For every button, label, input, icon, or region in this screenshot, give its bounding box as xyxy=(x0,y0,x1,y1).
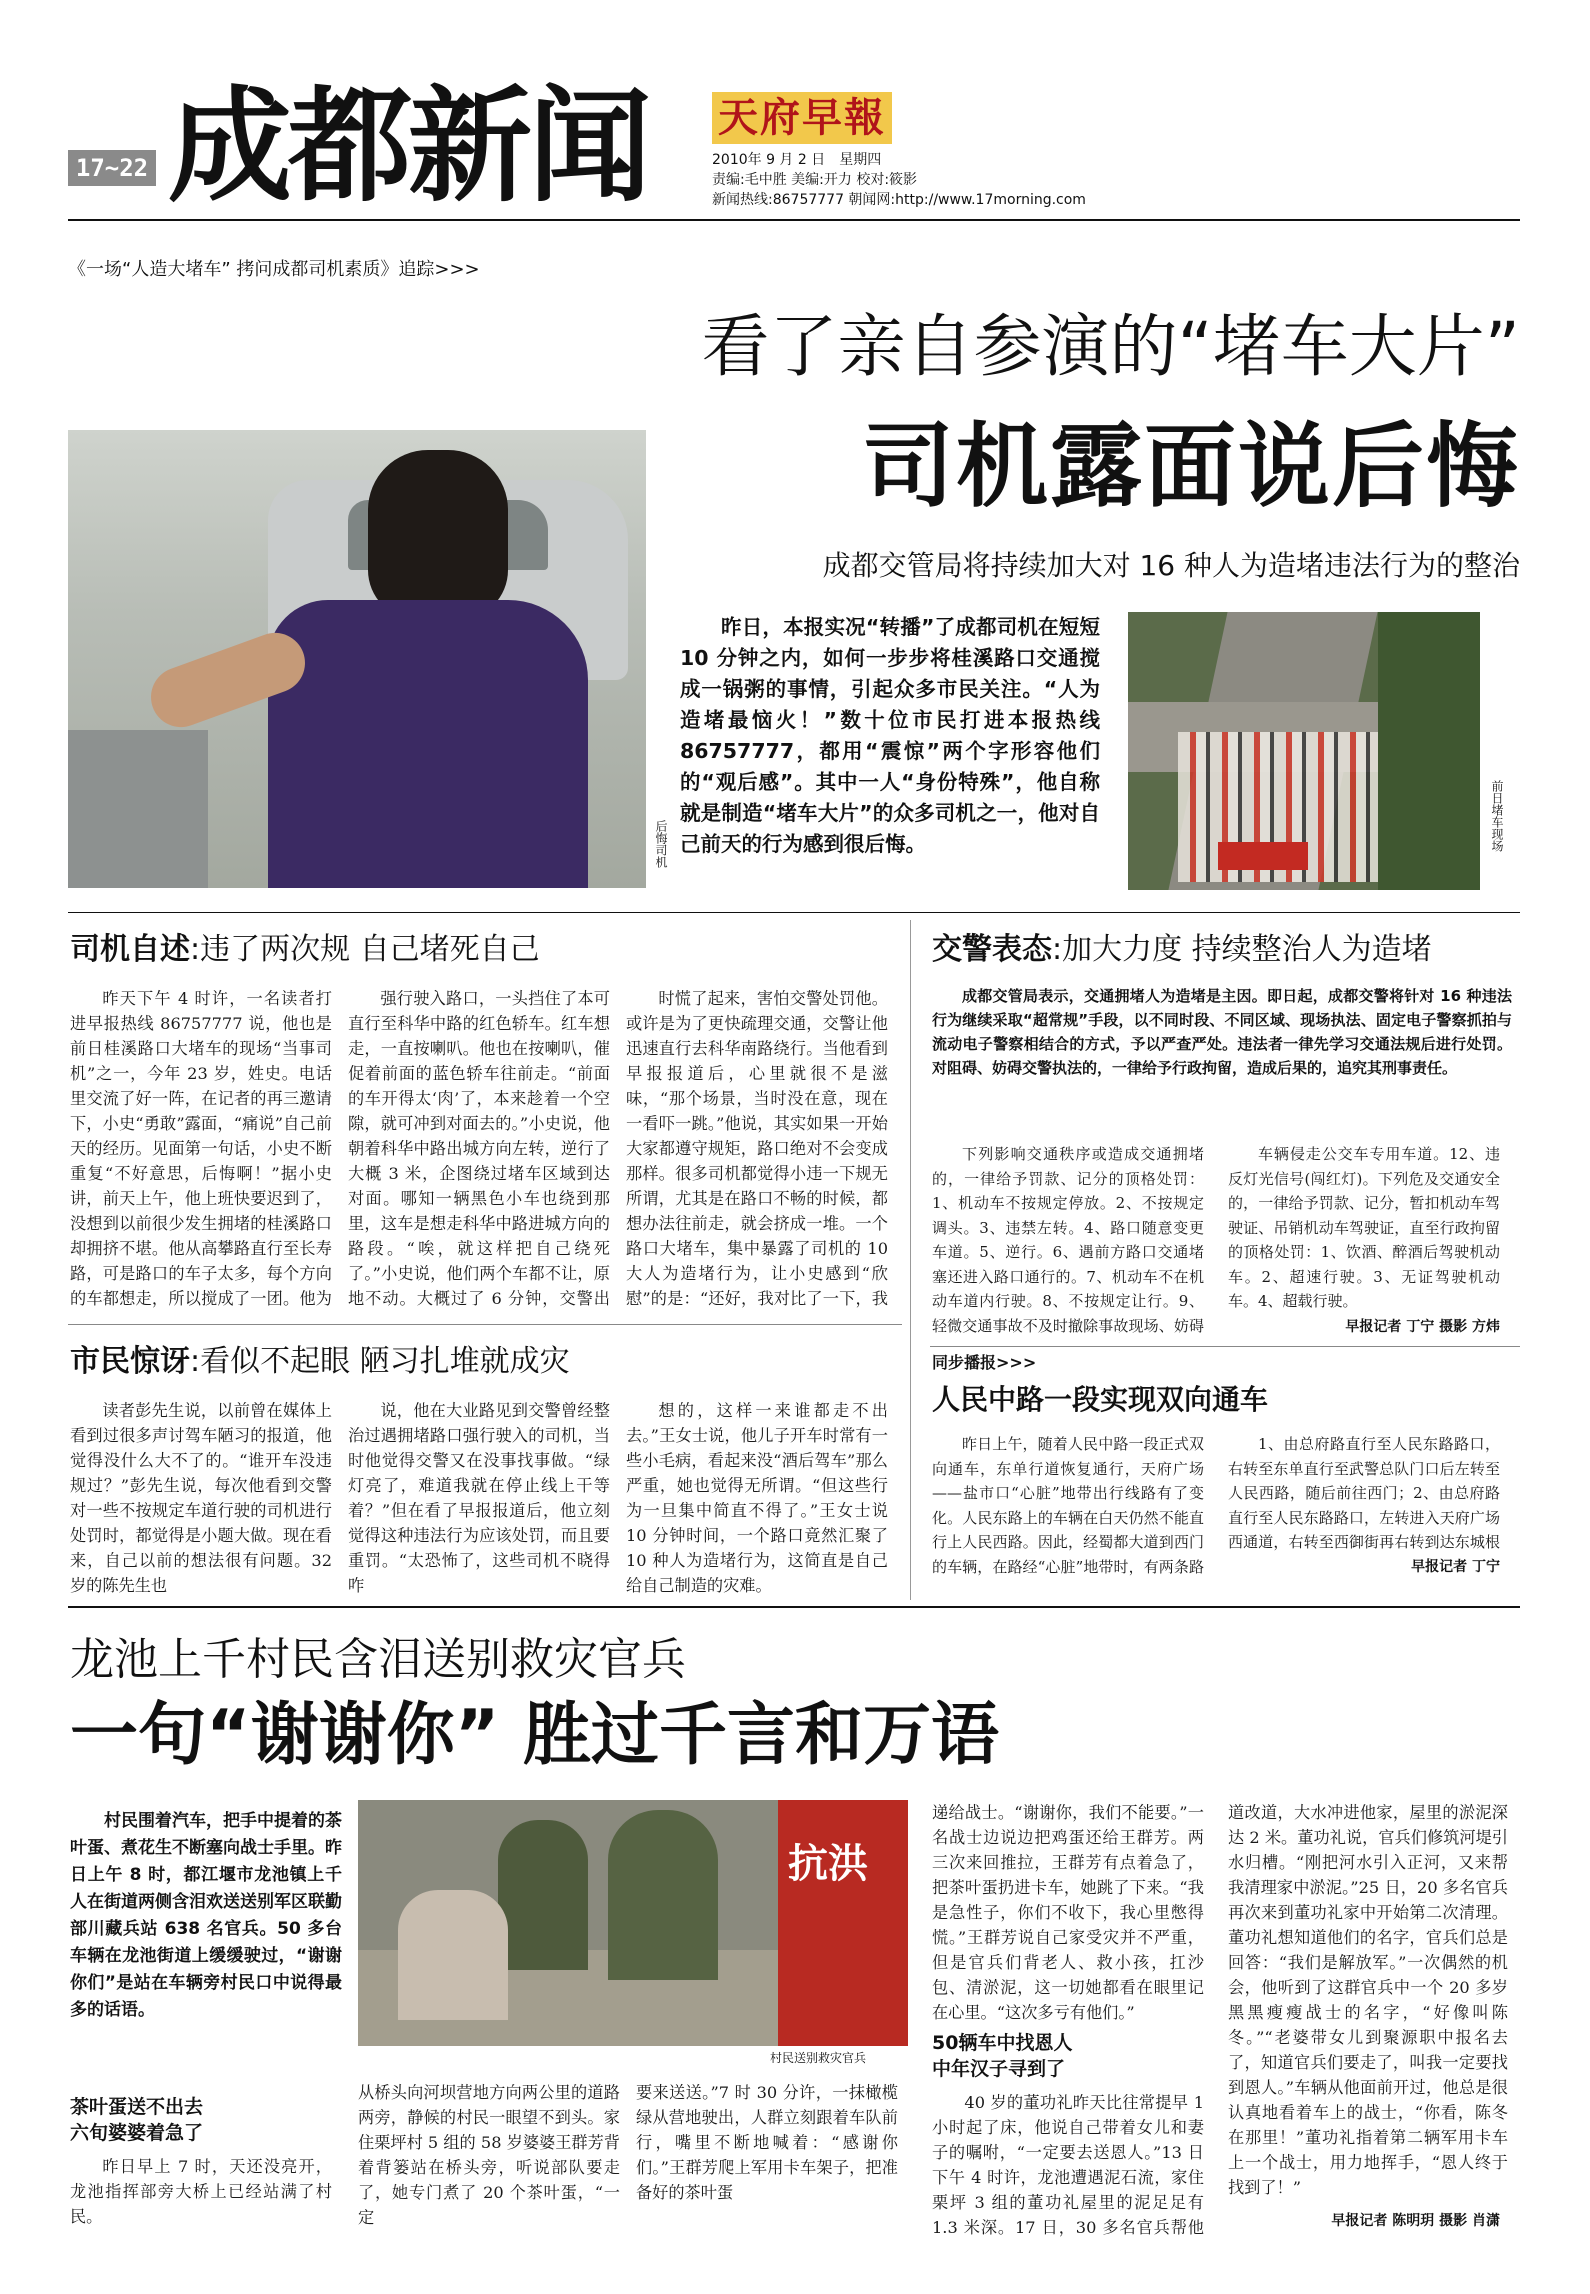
story2-headline-main: 一句“谢谢你” 胜过千言和万语 xyxy=(70,1696,1000,1775)
sync-byline: 早报记者 丁宁 xyxy=(1411,1559,1500,1575)
kicker: 《一场“人造大堵车” 拷问成都司机素质》追踪>>> xyxy=(68,259,480,280)
photo-car-door xyxy=(68,730,208,888)
story2-col-c1: 递给战士。“谢谢你，我们不能要。”一名战士边说边把鸡蛋还给王群芳。两三次来回推拉，王群芳有点着急了，把茶叶蛋扔进卡车，她跳了下来。“我是急性子，你们不收下，我心里憋得慌。”王群芳说自己家受灾并不严重，但是官兵们背老人、救小孩，扛沙包、清淤泥，这一切她都看在眼里记在心里。“这次多亏有他们。” xyxy=(932,1803,1204,2022)
lead-bottom-rule xyxy=(68,912,1520,913)
driver-col-2: 强行驶入路口，一头挡住了本可直行至科华中路的红色轿车。红车想走，一直按喇叭。他也在按喇叭，催促着前面的蓝色轿车往前走。“前面的车开得太‘肉’了，本来趁着一个空隙，就可冲到对面去的。”小史说，他朝着科华中路出城方向左转，逆行了大概 3 米，企图绕过堵车区域到达对面。哪知一辆黑色小车也绕到那里，这车是想走科华中路进城方向的路段。“唉，就这样把自己绕死了。”小史说，他们两个车都不让，原地不动。大概过了 6 分钟，交警出 xyxy=(348,989,610,1308)
story2-byline: 早报记者 陈明玥 摄影 肖潇 xyxy=(1331,2213,1500,2229)
driver-section-heading xyxy=(70,932,540,968)
police-col-1: 下列影响交通秩序或造成交通拥堵的，一律给予罚款、记分的顶格处罚：1、机动车不按规定停放。2、不按规定调头。3、违禁左转。4、路口随意变更车道。5、逆行。6、遇前方路口交通堵塞还进入路口通行的。7、机动车不在机动车道内行驶。8、不按规定让行。9、轻微交通事故不及时撤除事故现场、妨碍 xyxy=(932,1145,1204,1335)
photo-trees xyxy=(1378,612,1480,890)
photo-farewell xyxy=(358,1800,908,2046)
hotline-line: 新闻热线:86757777 朝闻网:http://www.17morning.com xyxy=(712,192,1086,208)
photo-person-head xyxy=(368,450,508,620)
lead-headline-top: 看了亲自参演的“堵车大片” xyxy=(701,308,1520,387)
lead-intro: 昨日，本报实况“转播”了成都司机在短短 10 分钟之内，如何一步步将桂溪路口交通搅成一锅粥的事情，引起众多市民关注。“人为造堵最恼火！”数十位市民打进本报热线 86757777，都用“震惊”两个字形容他们的“观后感”。其中一人“身份特殊”，他自称就是制造“堵车大片”的众多司机之一，他对自己前天的行为感到很后悔。 xyxy=(680,615,1100,856)
driver-heading-bold: 司机自述 xyxy=(70,932,190,967)
story2-col-a: 从桥头向河坝营地方向两公里的道路两旁，静候的村民一眼望不到头。家住栗坪村 5 组的 58 岁婆婆王群芳背着背篓站在桥头旁，听说部队要走了，她专门煮了 20 个茶叶蛋，“一定 xyxy=(358,2083,620,2227)
section-title: 成都新闻 xyxy=(168,74,649,219)
story2-col-c2: 40 岁的董功礼昨天比往常提早 1 小时起了床，他说自己带着女儿和妻子的嘱咐，“一定要去送恩人。”13 日下午 4 时许，龙池遭遇泥石流，家住栗坪 3 组的董功礼屋里的泥足足有 1.3 米深。17 日，30 多名官兵帮他 xyxy=(932,2093,1204,2237)
photo-person-body xyxy=(268,600,588,888)
sync-headline: 人民中路一段实现双向通车 xyxy=(932,1383,1269,1416)
police-section-heading xyxy=(932,932,1432,968)
police-intro: 成都交管局表示，交通拥堵人为造堵是主因。即日起，成都交警将针对 16 种违法行为继续采取“超常规”手段，以不同时段、不同区域、现场执法、固定电子警察抓拍与流动电子警察相结合的方式，予以严查严处。违法者一律先学习交通法规后进行处罚。对阻碍、妨碍交警执法的，一律给予行政拘留，造成后果的，追究其刑事责任。 xyxy=(932,987,1512,1077)
photo-banner-text: 抗洪 xyxy=(788,1841,868,1887)
photo-banner xyxy=(778,1800,908,2046)
driver-col-3: 时慌了起来，害怕交警处罚他。或许是为了更快疏理交通，交警让他迅速直行去科华南路绕行。当他看到早报报道后，心里就很不是滋味，“那个场景，当时没在意，现在一看吓一跳。”他说，其实如果一开始大家都遵守规矩，路口绝对不会变成那样。很多司机都觉得小违一下规无所谓，尤其是在路口不畅的时候，都想办法往前走，就会挤成一堆。一个路口大堵车，集中暴露了司机的 10 大人为造堵行为，让小史感到“欣慰”的是：“还好，我对比了一下，我 xyxy=(626,989,888,1308)
police-heading-bold: 交警表态 xyxy=(932,932,1052,967)
citizen-heading-rest: :看似不起眼 陋习扎堆就成灾 xyxy=(190,1344,570,1379)
sub1-text: 昨日早上 7 时，天还没亮开，龙池指挥部旁大桥上已经站满了村民。 xyxy=(70,2157,332,2226)
photo-regretful-driver xyxy=(68,430,646,888)
citizen-col-3: 想的，这样一来谁都走不出去。”王女士说，他儿子开车时常有一些小毛病，看起来没“酒后驾车”那么严重，她也觉得无所谓。“但这些行为一旦集中简直不得了。”王女士说 10 分钟时间，一个路口竟然汇聚了 10 种人为造堵行为，这简直是自己给自己制造的灾难。 xyxy=(626,1401,888,1595)
photo-traffic-jam xyxy=(1128,612,1480,890)
story2-headline-top: 龙池上千村民含泪送别救灾官兵 xyxy=(70,1634,686,1685)
photo-bus xyxy=(1218,842,1308,870)
editors-line: 责编:毛中胜 美编:开力 校对:筱影 xyxy=(712,172,918,188)
story2-intro: 村民围着汽车，把手中提着的茶叶蛋、煮花生不断塞向战士手里。昨日上午 8 时，都江堰市龙池镇上千人在街道两侧含泪欢送送别军区联勤部川藏兵站 638 名官兵。50 多台车辆在龙池街道上缓缓驶过，“谢谢你们”是站在车辆旁村民口中说得最多的话语。 xyxy=(70,1811,342,2020)
lead-headline-main: 司机露面说后悔 xyxy=(861,413,1520,520)
masthead-rule xyxy=(68,219,1520,221)
photo3-caption: 村民送别救灾官兵 xyxy=(770,2051,867,2065)
sub2-title-a: 50辆车中找恩人 xyxy=(932,2032,1073,2054)
police-heading-rest: :加大力度 持续整治人为造堵 xyxy=(1052,932,1432,967)
photo-soldier-1 xyxy=(498,1820,588,1970)
story2-col-b: 要来送送。”7 时 30 分许，一抹橄榄绿从营地驶出，人群立刻跟着车队前行，嘴里不断地喊着：“感谢你们。”王群芳爬上军用卡车架子，把准备好的茶叶蛋 xyxy=(636,2083,898,2202)
citizen-col-2: 说，他在大业路见到交警曾经整治过遇拥堵路口强行驶入的司机，当时他觉得交警又在没事找事做。“绿灯亮了，难道我就在停止线上干等着？”但在看了早报报道后，他立刻觉得这种违法行为应该处罚，而且要重罚。“太恐怖了，这些司机不晓得咋 xyxy=(348,1401,610,1595)
citizen-section-heading xyxy=(70,1344,570,1380)
lead-subheadline: 成都交管局将持续加大对 16 种人为造堵违法行为的整治 xyxy=(822,549,1520,582)
photo-soldier-2 xyxy=(608,1810,718,1980)
page-range-badge: 17~22 xyxy=(68,150,156,186)
sync-col-2: 1、由总府路直行至人民东路路口，右转至东单直行至武警总队门口后左转至人民西路，随后前往西门；2、由总府路直行至人民东路路口，左转进入天府广场西通道，右转至西御街再右转到达东城根 xyxy=(1228,1435,1500,1551)
photo-villager xyxy=(398,1890,508,2020)
sub2-title-b: 中年汉子寻到了 xyxy=(932,2058,1066,2080)
sub1-title-a: 茶叶蛋送不出去 xyxy=(70,2096,204,2118)
photo1-caption: 后悔司机 xyxy=(654,820,668,868)
citizen-top-rule xyxy=(68,1324,902,1325)
photo2-caption: 前日堵车现场 xyxy=(1490,780,1504,852)
driver-col-1: 昨天下午 4 时许，一名读者打进早报热线 86757777 说，他也是前日桂溪路口大堵车的现场“当事司机”之一，今年 23 岁，姓史。电话里交流了好一阵，在记者的再三邀请下，小史“勇敢”露面，“痛说”自己前天的经历。见面第一句话，小史不断重复“不好意思，后悔啊！”据小史讲，前天上午，他上班快要迟到了，没想到以前很少发生拥堵的桂溪路口却拥挤不堪。他从高攀路直行至长寿路，可是路口的车子太多，每个方向的车都想走，所以搅成了一团。他为 xyxy=(70,989,332,1308)
story2-top-rule xyxy=(68,1606,1520,1608)
paper-logo: 天府早報 xyxy=(712,92,892,144)
sub1-title-b: 六旬婆婆着急了 xyxy=(70,2122,204,2144)
sync-label: 同步播报>>> xyxy=(932,1353,1037,1372)
police-byline: 早报记者 丁宁 摄影 方炜 xyxy=(1345,1319,1500,1335)
citizen-heading-bold: 市民惊讶 xyxy=(70,1344,190,1379)
citizen-col-1: 读者彭先生说，以前曾在媒体上看到过很多声讨驾车陋习的报道，他觉得没什么大不了的。“谁开车没违规过？”彭先生说，每次他看到交警对一些不按规定车道行驶的司机进行处罚时，都觉得是小题大做。现在看来，自己以前的想法很有问题。32 岁的陈先生也 xyxy=(70,1401,332,1595)
police-col-2: 车辆侵走公交车专用车道。12、违反灯光信号(闯红灯)。下列危及交通安全的，一律给予罚款、记分，暂扣机动车驾驶证、吊销机动车驾驶证，直至行政拘留的顶格处罚：1、饮酒、醉酒后驾驶机动车。2、超速行驶。3、无证驾驶机动车。4、超载行驶。 xyxy=(1228,1145,1500,1310)
mid-divider xyxy=(910,920,911,1600)
date-line: 2010年 9 月 2 日 星期四 xyxy=(712,152,882,168)
driver-heading-rest: :违了两次规 自己堵死自己 xyxy=(190,932,540,967)
sync-col-1: 昨日上午，随着人民中路一段正式双向通车，东单行道恢复通行，天府广场——盐市口“心脏”地带出行线路有了变化。人民东路上的车辆在白天仍然不能直行上人民西路。因此，经蜀都大道到西门的车辆，在路经“心脏”地带时，有两条路 xyxy=(932,1435,1204,1576)
story2-col-d: 道改道，大水冲进他家，屋里的淤泥深达 2 米。董功礼说，官兵们修筑河堤引水归槽。“刚把河水引入正河，又来帮我清理家中淤泥。”25 日，20 多名官兵再次来到董功礼家中开始第二次清理。董功礼想知道他们的名字，官兵们总是回答：“我们是解放军。”一次偶然的机会，他听到了这群官兵中一个 20 多岁黑黑瘦瘦战士的名字，“好像叫陈冬。”“老婆带女儿到聚源职中报名去了，知道官兵们要走了，叫我一定要找到恩人。”车辆从他面前开过，他总是很认真地看着车上的战士，“你看，陈冬在那里！”董功礼指着第二辆军用卡车上一个战士，用力地挥手，“恩人终于找到了！” xyxy=(1228,1803,1508,2197)
sync-top-rule xyxy=(930,1346,1520,1347)
